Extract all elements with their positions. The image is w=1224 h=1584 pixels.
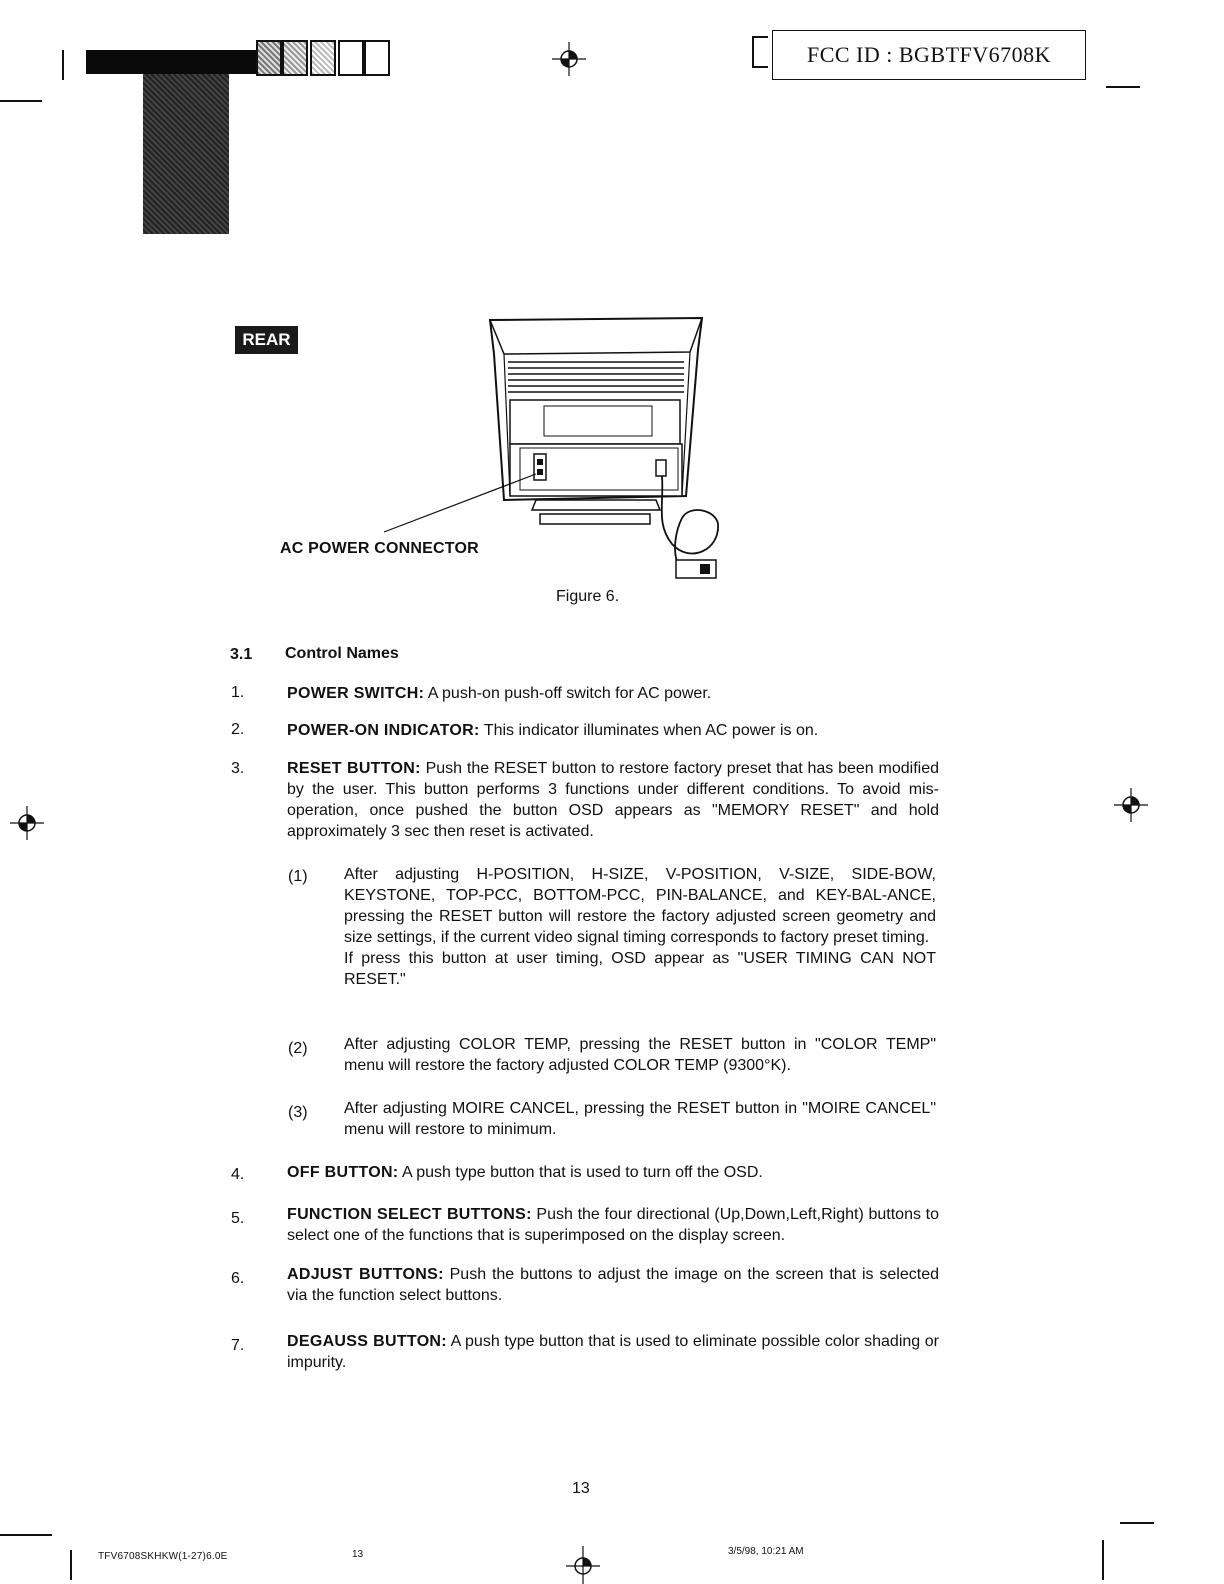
sub-item-number: (2) [288,1040,308,1057]
list-item [287,1331,939,1373]
sub-item [344,1098,936,1140]
item-term: DEGAUSS BUTTON: [287,1333,447,1350]
fcc-id-label: FCC ID : BGBTFV6708K [772,30,1086,80]
sub-item-text: After adjusting COLOR TEMP, pressing the RESET button in "COLOR TEMP" menu will restore the factory adjusted COLOR TEMP (9300°K). [344,1036,936,1074]
header-shaded-block [143,74,229,234]
list-item [287,1204,939,1246]
fcc-bracket [752,36,768,68]
color-bar-square [282,40,308,76]
list-item [287,1264,939,1306]
item-text: A push type button that is used to turn off the OSD. [398,1164,763,1181]
item-term: POWER-ON INDICATOR: [287,722,480,739]
list-item-number: 3. [231,760,245,777]
footer-print-date: 3/5/98, 10:21 AM [728,1546,804,1557]
item-term: OFF BUTTON: [287,1164,399,1181]
header-band [86,50,256,74]
item-text: Push the RESET button to restore factory preset that has been modified by the user. This button performs 3 functions under different conditions. To avoid mis-operation, once pushed the button OSD appears as "MEMORY RESET" and hold approximately 3 sec then reset is activated. [287,760,939,840]
color-bar-square [256,40,282,76]
sub-item-text: After adjusting MOIRE CANCEL, pressing the RESET button in "MOIRE CANCEL" menu will restore to minimum. [344,1100,936,1138]
list-item-number: 4. [231,1166,245,1183]
crop-mark [0,100,42,102]
sub-item [344,1034,936,1076]
footer-file-reference: TFV6708SKHKW(1-27)6.0E [98,1551,228,1562]
list-item-number: 2. [231,721,245,738]
list-item-number: 1. [231,684,245,701]
item-text: A push-on push-off switch for AC power. [424,685,712,702]
list-item-number: 5. [231,1210,245,1227]
item-text: Push the four directional (Up,Down,Left,Right) buttons to select one of the functions that is superimposed on the display screen. [287,1206,940,1244]
item-term: ADJUST BUTTONS: [287,1266,444,1283]
item-term: FUNCTION SELECT BUTTONS: [287,1206,532,1223]
crop-mark [0,1534,52,1536]
list-item [287,1162,939,1183]
item-text: This indicator illuminates when AC power is on. [479,722,819,739]
section-number: 3.1 [230,646,253,663]
rear-view-label: REAR [235,326,298,354]
crop-mark [62,50,64,80]
sub-item-number: (1) [288,868,308,885]
crop-mark [1102,1540,1104,1580]
sub-item [344,864,936,990]
color-bar-square [310,40,336,76]
item-text: A push type button that is used to eliminate possible color shading or impurity. [287,1333,939,1371]
color-bar-square [364,40,390,76]
figure-caption: Figure 6. [556,588,620,605]
crop-mark [70,1550,72,1580]
sub-item-text: After adjusting H-POSITION, H-SIZE, V-POSITION, V-SIZE, SIDE-BOW, KEYSTONE, TOP-PCC, BOTTOM-PCC, PIN-BALANCE, and KEY-BAL-ANCE, pressing the RESET button will restore the factory adjusted screen geometry and size settings, if the current video signal timing corresponds to factory preset timing. [344,866,936,946]
item-term: POWER SWITCH: [287,685,425,702]
ac-power-connector-label: AC POWER CONNECTOR [280,540,479,557]
registration-mark-icon [552,42,586,76]
list-item [287,683,939,704]
sub-item-text: If press this button at user timing, OSD appear as "USER TIMING CAN NOT RESET." [344,950,936,988]
sub-item-number: (3) [288,1104,308,1121]
crop-mark [1120,1522,1154,1524]
footer-print-page: 13 [352,1549,364,1560]
page-number: 13 [572,1480,590,1497]
section-title: Control Names [285,645,399,662]
registration-mark-icon [10,806,44,840]
item-text: Push the buttons to adjust the image on the screen that is selected via the function select buttons. [287,1266,939,1304]
list-item [287,758,939,842]
list-item-number: 7. [231,1337,245,1354]
registration-mark-icon [1114,788,1148,822]
list-item-number: 6. [231,1270,245,1287]
color-bar-square [338,40,364,76]
item-term: RESET BUTTON: [287,760,421,777]
list-item [287,720,939,741]
crop-mark [1106,86,1140,88]
registration-mark-icon [566,1546,600,1584]
